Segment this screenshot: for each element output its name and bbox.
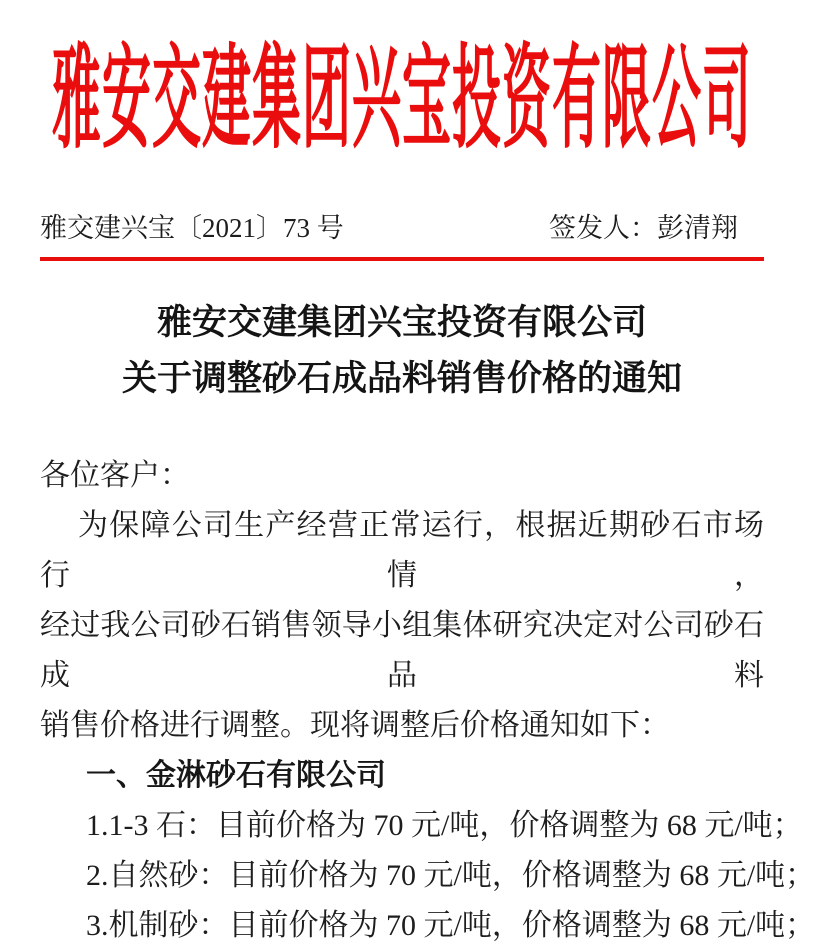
salutation: 各位客户： xyxy=(40,459,190,492)
document-title xyxy=(40,295,764,407)
paragraph-line-1: 为保障公司生产经营正常运行，根据近期砂石市场行情， xyxy=(40,509,764,592)
paragraph-line-3: 销售价格进行调整。现将调整后价格通知如下： xyxy=(40,709,670,742)
letterhead xyxy=(40,20,764,162)
doc-number: 雅交建兴宝〔2021〕73 号 xyxy=(40,213,344,243)
section-heading: 一、金淋砂石有限公司 xyxy=(86,759,386,792)
document-page xyxy=(0,20,815,942)
price-item-3: 3.机制砂：目前价格为 70 元/吨，价格调整为 68 元/吨； xyxy=(86,909,815,942)
document-body xyxy=(40,451,815,951)
price-item-1: 1.1-3 石：目前价格为 70 元/吨，价格调整为 68 元/吨； xyxy=(86,809,803,842)
issuer xyxy=(549,212,738,244)
red-divider-line xyxy=(40,257,764,261)
paragraph-line-2: 经过我公司砂石销售领导小组集体研究决定对公司砂石成品料 xyxy=(40,609,764,692)
letterhead-company-name: 雅安交建集团兴宝投资有限公司 xyxy=(51,35,752,163)
doc-meta-row xyxy=(40,212,764,244)
issuer-name: 彭清翔 xyxy=(657,213,738,243)
issuer-label: 签发人： xyxy=(549,213,657,243)
price-item-2: 2.自然砂：目前价格为 70 元/吨，价格调整为 68 元/吨； xyxy=(86,859,815,892)
document-title-line2: 关于调整砂石成品料销售价格的通知 xyxy=(121,359,682,398)
document-title-line1: 雅安交建集团兴宝投资有限公司 xyxy=(156,303,647,342)
